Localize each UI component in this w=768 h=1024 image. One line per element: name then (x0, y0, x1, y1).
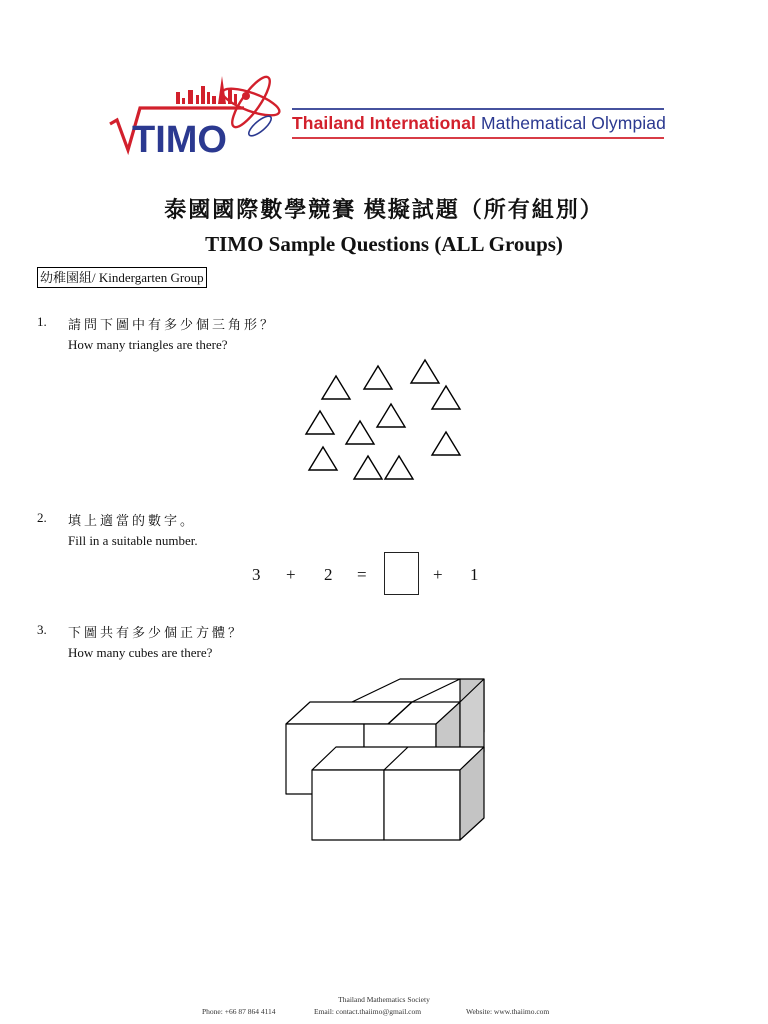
eq-operand-a: 3 (252, 565, 261, 584)
title-english: TIMO Sample Questions (ALL Groups) (205, 232, 563, 256)
cube-front-left-face (312, 770, 384, 840)
logo-text: TIMO (132, 119, 227, 161)
triangle-6 (306, 411, 334, 434)
triangle-11 (385, 456, 413, 479)
q1-chinese: 請問下圖中有多少個三角形？ (68, 317, 277, 332)
q3-number: 3. (37, 622, 47, 637)
atom-dot-icon (242, 92, 250, 100)
q2-chinese: 填上適當的數字。 (68, 513, 197, 528)
answer-box[interactable] (384, 552, 419, 595)
footer-org: Thailand Mathematics Society (338, 995, 430, 1004)
brand-name (292, 113, 666, 134)
triangles-figure (300, 355, 470, 490)
eq-plus-1: + (286, 565, 296, 584)
q1-number: 1. (37, 314, 47, 329)
eq-operand-b: 2 (324, 565, 333, 584)
eq-plus-2: + (433, 565, 443, 584)
triangle-4 (432, 386, 460, 409)
triangle-5 (377, 404, 405, 427)
footer-phone: Phone: +66 87 864 4114 (202, 1007, 276, 1016)
cube-front-right-face (384, 770, 460, 840)
cubes-figure (280, 672, 500, 850)
triangle-1 (322, 376, 350, 399)
brand-light: Mathematical Olympiad (481, 113, 666, 133)
triangle-8 (432, 432, 460, 455)
cube-front-top-face (312, 747, 484, 770)
footer-website[interactable]: Website: www.thaiimo.com (466, 1007, 550, 1016)
q3-english: How many cubes are there? (68, 645, 213, 660)
q2-number: 2. (37, 510, 47, 525)
q1-english: How many triangles are there? (68, 337, 228, 352)
footer-email[interactable]: Email: contact.thaiimo@gmail.com (314, 1007, 422, 1016)
triangle-9 (309, 447, 337, 470)
triangle-2 (364, 366, 392, 389)
q3-chinese: 下圖共有多少個正方體？ (68, 625, 245, 640)
triangle-7 (346, 421, 374, 444)
triangle-3 (411, 360, 439, 383)
cube-back-top-face (352, 679, 460, 702)
eq-operand-c: 1 (470, 565, 479, 584)
title-chinese: 泰國國際數學競賽 模擬試題（所有組別） (164, 197, 604, 222)
atom-icon (220, 72, 283, 139)
triangle-10 (354, 456, 382, 479)
group-label: 幼稚園組/ Kindergarten Group (37, 267, 207, 288)
brand-strong: Thailand International (292, 113, 477, 133)
eq-equals: = (357, 565, 367, 584)
q2-english: Fill in a suitable number. (68, 533, 198, 548)
cube-left-top-face (286, 702, 412, 724)
